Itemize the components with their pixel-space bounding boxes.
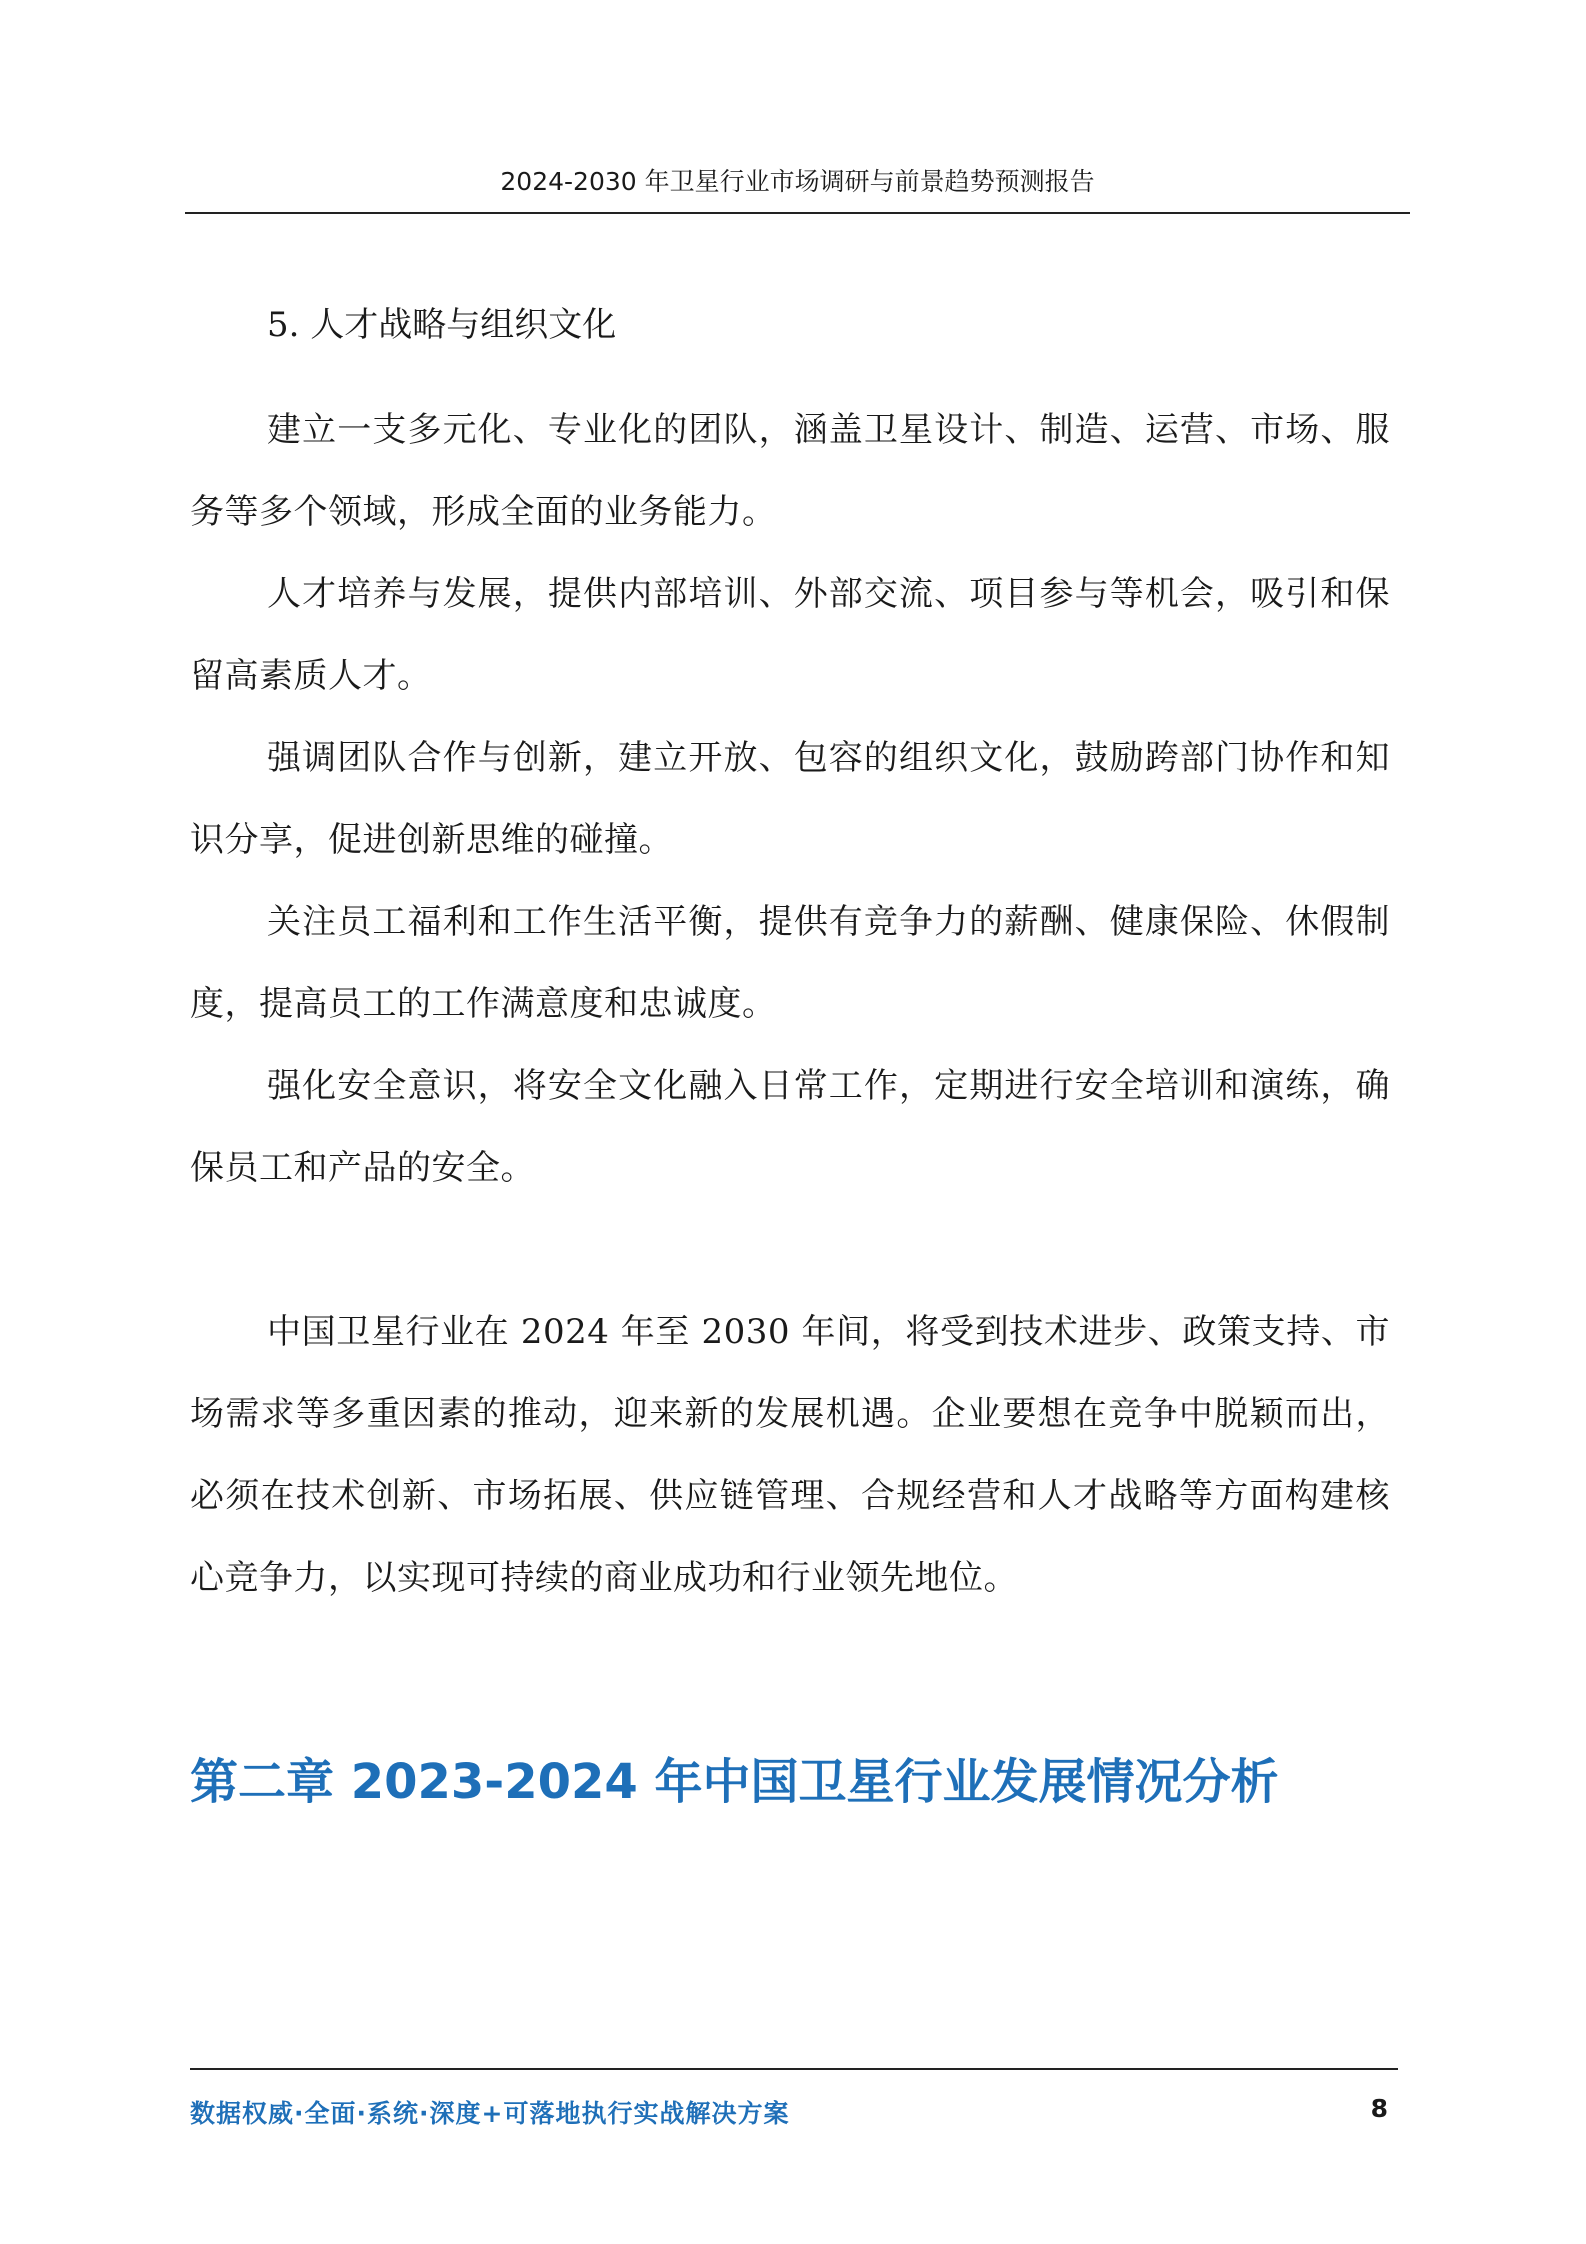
paragraph-employee-welfare: 关注员工福利和工作生活平衡，提供有竞争力的薪酬、健康保险、休假制度，提高员工的工作满意度和忠诚度。 (190, 902, 1390, 1024)
page-number: 8 (1370, 2094, 1388, 2123)
header-title: 2024-2030 年卫星行业市场调研与前景趋势预测报告 (500, 167, 1095, 196)
paragraph-team: 建立一支多元化、专业化的团队，涵盖卫星设计、制造、运营、市场、服务等多个领域，形成全面的业务能力。 (190, 410, 1390, 532)
chapter-title: 第二章 2023-2024 年中国卫星行业发展情况分析 (190, 1754, 1279, 1810)
page-footer (190, 2068, 1398, 2130)
paragraph-safety: 强化安全意识，将安全文化融入日常工作，定期进行安全培训和演练，确保员工和产品的安全。 (190, 1066, 1390, 1188)
page-header (185, 162, 1410, 214)
paragraph-summary: 中国卫星行业在 2024 年至 2030 年间，将受到技术进步、政策支持、市场需求等多重因素的推动，迎来新的发展机遇。企业要想在竞争中脱颖而出，必须在技术创新、市场拓展、供应链管理、合规经营和人才战略等方面构建核心竞争力，以实现可持续的商业成功和行业领先地位。 (190, 1312, 1390, 1598)
paragraph-teamwork-culture: 强调团队合作与创新，建立开放、包容的组织文化，鼓励跨部门协作和知识分享，促进创新思维的碰撞。 (190, 738, 1390, 860)
main-content (190, 305, 1390, 1619)
paragraph-talent-development: 人才培养与发展，提供内部培训、外部交流、项目参与等机会，吸引和保留高素质人才。 (190, 574, 1390, 696)
footer-slogan: 数据权威·全面·系统·深度+可落地执行实战解决方案 (190, 2099, 790, 2128)
section-heading: 5. 人才战略与组织文化 (267, 305, 617, 345)
